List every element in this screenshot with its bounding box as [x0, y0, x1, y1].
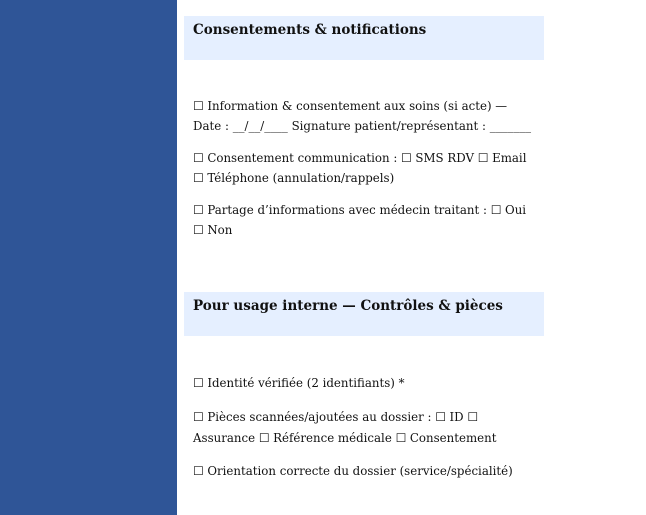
section-header-internal-use	[184, 292, 544, 336]
checkbox-item-care-consent[interactable]: ☐ Information & consentement aux soins (si acte) — Date : __/__/____ Signature patient/représentant : _______	[193, 99, 532, 133]
checkbox-item-identity-verified[interactable]: ☐ Identité vérifiée (2 identifiants) *	[193, 376, 405, 390]
sidebar-panel	[0, 0, 177, 515]
checkbox-item-info-sharing[interactable]: ☐ Partage d’informations avec médecin traitant : ☐ Oui ☐ Non	[193, 203, 527, 237]
section-title: Consentements & notifications	[193, 22, 427, 38]
checkbox-item-communication-consent[interactable]: ☐ Consentement communication : ☐ SMS RDV ☐ Email ☐ Téléphone (annulation/rappels)	[193, 151, 527, 185]
section-title: Pour usage interne — Contrôles & pièces	[193, 298, 503, 314]
section-header-consents	[184, 16, 544, 60]
form-document	[184, 0, 544, 515]
checkbox-item-file-orientation[interactable]: ☐ Orientation correcte du dossier (service/spécialité)	[193, 464, 513, 478]
checkbox-item-documents-scanned[interactable]: ☐ Pièces scannées/ajoutées au dossier : ☐ ID ☐ Assurance ☐ Référence médicale ☐ Consentement	[193, 410, 497, 445]
